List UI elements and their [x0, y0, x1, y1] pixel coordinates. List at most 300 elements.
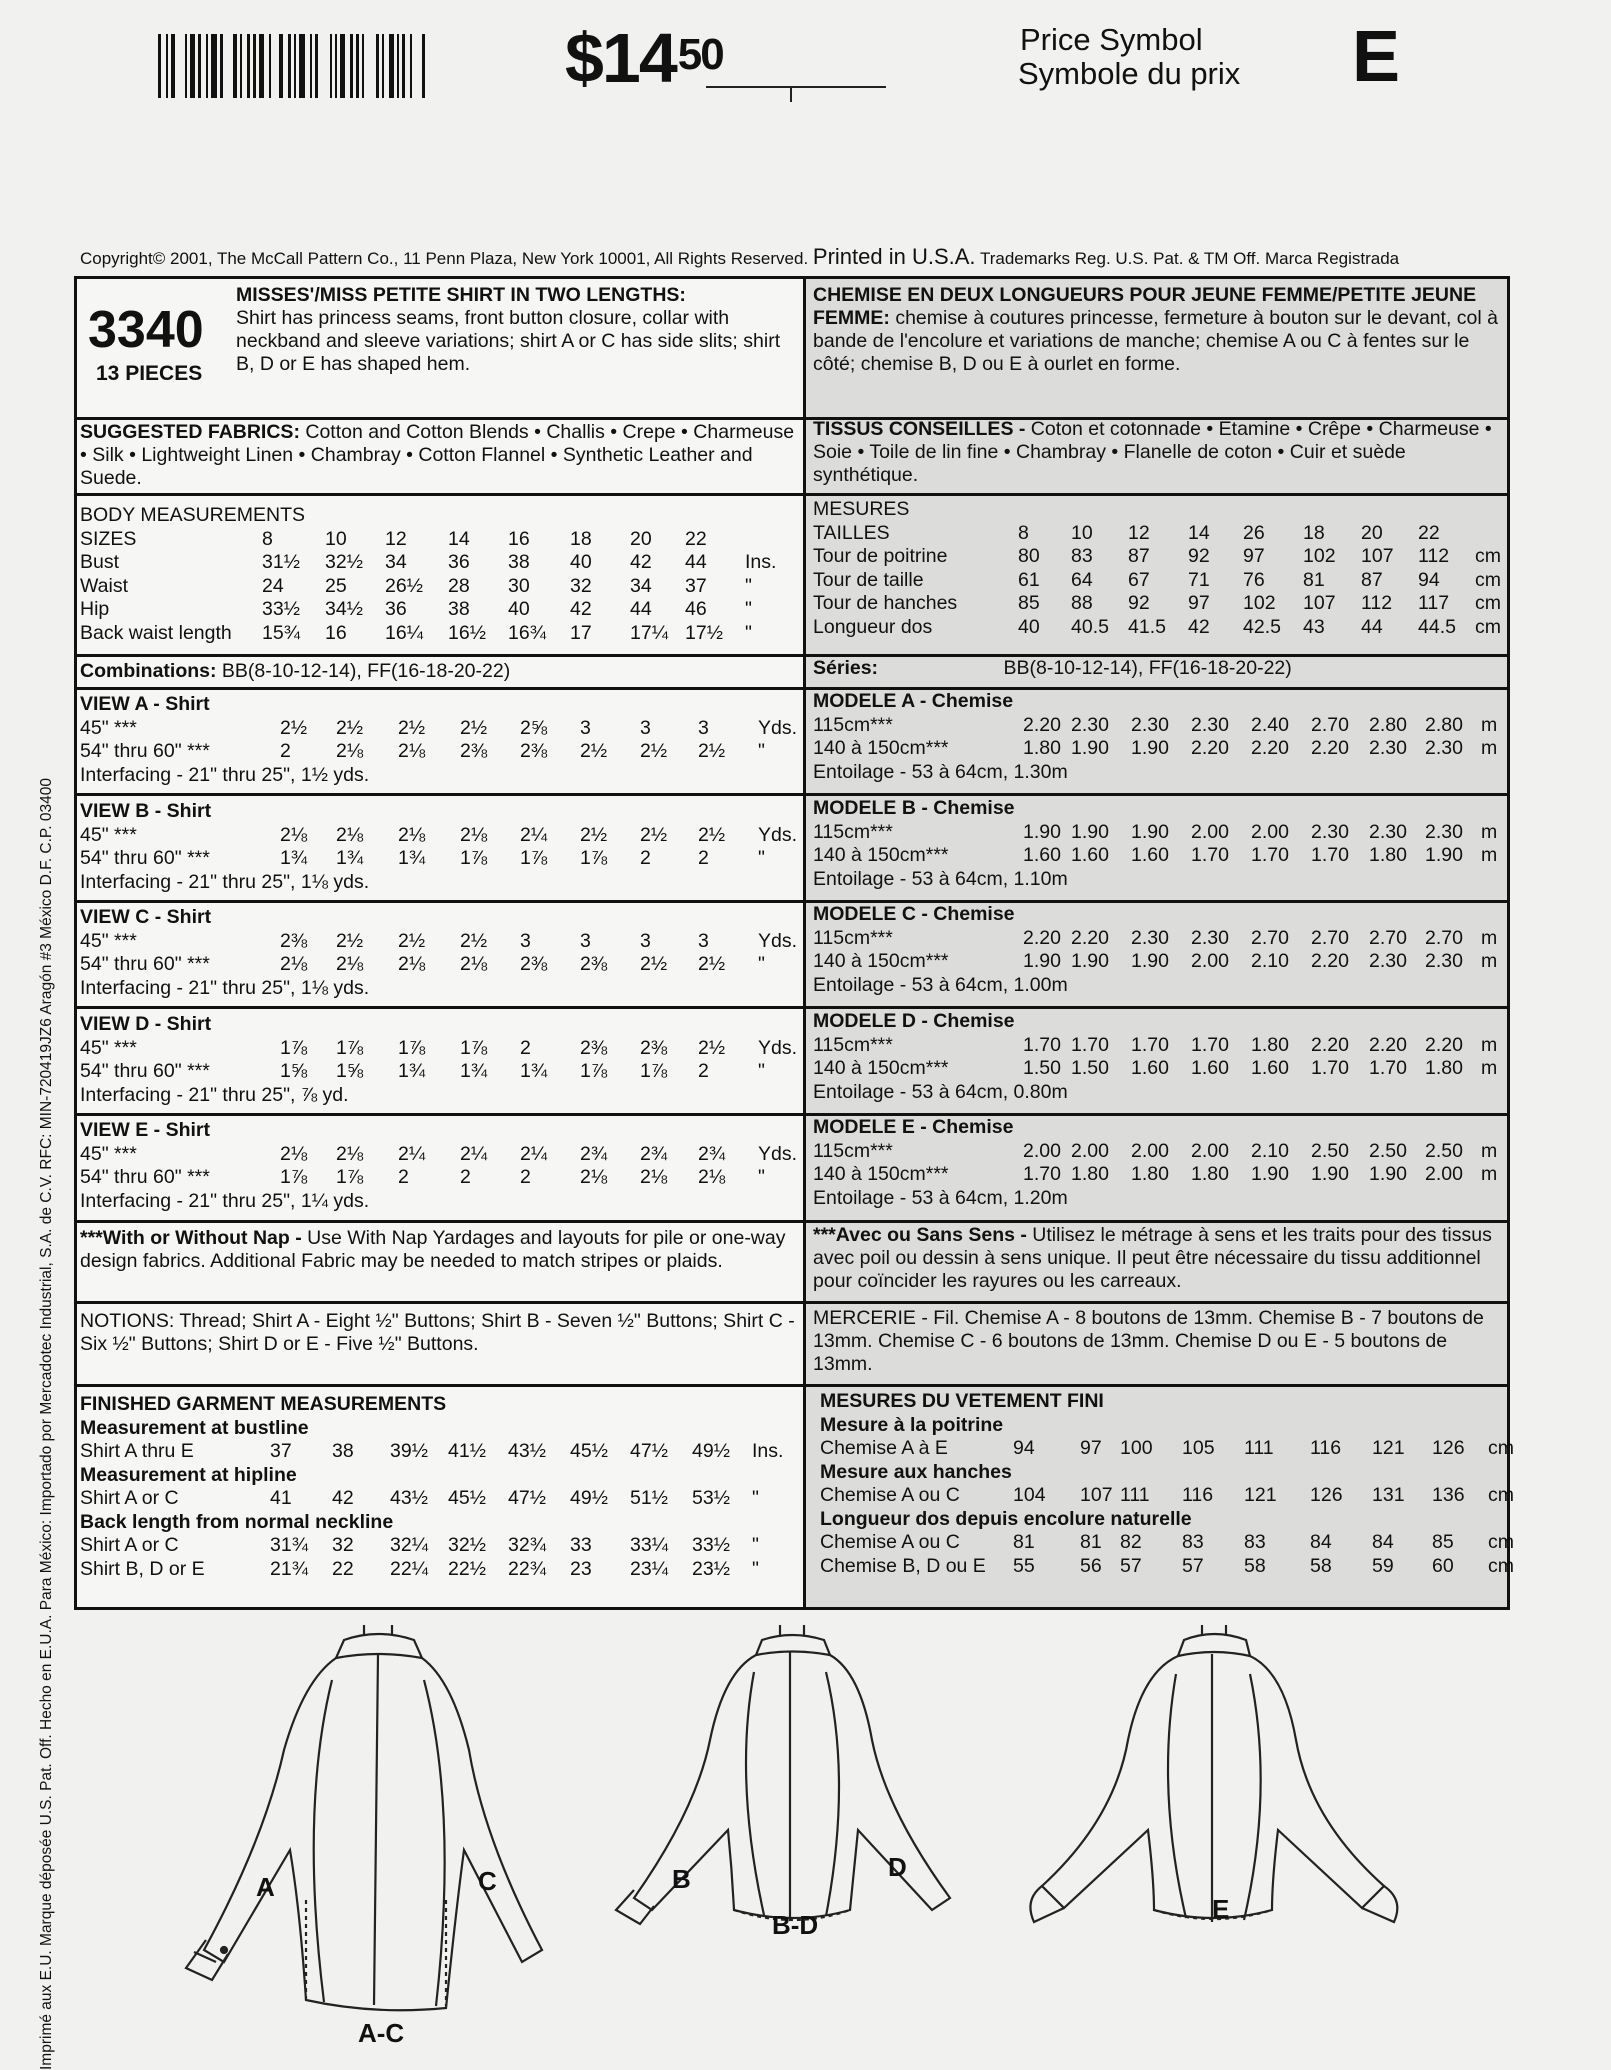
- table-row: [820, 1554, 1514, 1579]
- cell-value: 117: [1418, 592, 1450, 614]
- column-divider: [803, 276, 806, 1610]
- fabrics-en: [80, 421, 798, 490]
- cell-value: 81: [1080, 1531, 1102, 1553]
- cell-value: 2.30: [1191, 713, 1229, 736]
- cell-value: 2: [460, 1166, 471, 1188]
- table-row: [80, 551, 777, 575]
- cell-value: 1⅞: [336, 1036, 364, 1059]
- cell-value: 94: [1013, 1437, 1035, 1459]
- cell-value: 121: [1244, 1484, 1277, 1506]
- cell-value: 83: [1182, 1531, 1204, 1553]
- cell-value: 32½: [325, 551, 363, 573]
- cell-value: 32¼: [390, 1534, 428, 1556]
- cell-value: 2⅛: [698, 1166, 726, 1188]
- cell-value: 2.30: [1425, 820, 1463, 843]
- cell-value: 80: [1018, 545, 1040, 567]
- cell-value: 1.80: [1071, 1163, 1109, 1185]
- body-measurements-fr: [813, 498, 1501, 639]
- unit: ": [752, 1534, 759, 1556]
- cell-value: 16½: [448, 621, 486, 644]
- cell-value: 16: [325, 621, 347, 644]
- description-en: [236, 284, 796, 376]
- table-row: [813, 926, 1498, 951]
- cell-value: 1.90: [1071, 820, 1109, 843]
- barcode-bar: [397, 34, 399, 98]
- cell-value: 1¾: [280, 847, 308, 869]
- cell-value: 2.70: [1311, 926, 1349, 949]
- unit: cm: [1488, 1531, 1514, 1553]
- unit: m: [1481, 1057, 1498, 1079]
- cell-value: 1⅞: [520, 847, 548, 869]
- barcode-bar: [185, 34, 187, 98]
- row-label: Chemise A ou C: [820, 1484, 960, 1506]
- barcode-bar: [288, 34, 291, 98]
- row-label: Bust: [80, 551, 120, 573]
- label-c: C: [478, 1866, 497, 1896]
- divider: [74, 1113, 1510, 1116]
- interfacing: Interfacing - 21" thru 25", 1¼ yds.: [80, 1189, 370, 1212]
- cell-value: 24: [262, 574, 284, 597]
- nap-text-fr: Utilisez le métrage à sens et les traits pour des tissus avec poil ou dessin à sens unique. Il peut être nécessaire du tissu additionnel pour coïncider les rayures ou les carreaux.: [813, 1224, 1492, 1292]
- cell-value: 76: [1243, 568, 1265, 591]
- table-heading: Mesure aux hanches: [820, 1460, 1012, 1483]
- cell-value: 2.20: [1191, 737, 1229, 759]
- table-row: [813, 568, 1501, 593]
- table-row: [80, 1060, 765, 1084]
- cell-value: 2⅛: [280, 1142, 308, 1165]
- barcode-bar: [330, 34, 332, 98]
- shirt-ac-drawing: [186, 1625, 542, 2010]
- cell-value: 38: [508, 551, 530, 573]
- cell-value: 2⅜: [520, 740, 548, 762]
- barcode-bar: [356, 34, 359, 98]
- title-fr: CHEMISE EN DEUX LONGUEURS POUR JEUNE FEMME/PETITE JEUNE FEMME:: [813, 284, 1477, 329]
- cell-value: 40.5: [1071, 615, 1109, 638]
- cell-value: 112: [1418, 545, 1450, 567]
- barcode-bar: [166, 34, 168, 98]
- row-label: Chemise A ou C: [820, 1531, 960, 1553]
- cell-value: 2⅛: [640, 1166, 668, 1188]
- cell-value: 2¼: [520, 1142, 548, 1165]
- cell-value: 2.40: [1251, 713, 1289, 736]
- cell-value: 1.60: [1023, 844, 1061, 866]
- cell-value: 22: [685, 527, 707, 550]
- row-label: Back waist length: [80, 621, 232, 644]
- cell-value: 1.70: [1071, 1033, 1109, 1056]
- unit: ": [745, 621, 752, 644]
- cell-value: 2.00: [1191, 950, 1229, 972]
- cell-value: 18: [1303, 521, 1325, 544]
- cell-value: 41.5: [1128, 615, 1166, 638]
- row-label: 140 à 150cm***: [813, 737, 949, 759]
- cell-value: 32½: [448, 1534, 486, 1556]
- cell-value: 1.80: [1425, 1057, 1463, 1079]
- cell-value: 2.80: [1369, 713, 1407, 736]
- cell-value: 57: [1120, 1554, 1142, 1577]
- desc-en: Shirt has princess seams, front button closure, collar with neckband and sleeve variations; shirt A or C has side slits; shirt B, D or E has shaped hem.: [236, 307, 781, 375]
- table-row: [813, 615, 1501, 640]
- cell-value: 1.70: [1251, 844, 1289, 866]
- cell-value: 33¼: [630, 1534, 668, 1556]
- cell-value: 1.70: [1311, 1057, 1349, 1079]
- table-heading: Measurement at bustline: [80, 1416, 309, 1439]
- interfacing: Entoilage - 53 à 64cm, 0.80m: [813, 1080, 1068, 1103]
- cell-value: 22½: [448, 1557, 486, 1580]
- pattern-pieces: 13 PIECES: [96, 362, 203, 385]
- unit: Yds.: [758, 716, 798, 739]
- cell-value: 1.80: [1191, 1163, 1229, 1185]
- cell-value: 131: [1372, 1484, 1405, 1506]
- cell-value: 16: [508, 527, 530, 550]
- divider: [74, 793, 1510, 796]
- unit: cm: [1475, 615, 1501, 638]
- cell-value: 17: [570, 621, 592, 644]
- cell-value: 17½: [685, 621, 723, 644]
- unit: m: [1481, 820, 1498, 843]
- cell-value: 1.90: [1131, 820, 1169, 843]
- price-symbol-letter: E: [1352, 17, 1401, 97]
- barcode-bar: [369, 34, 373, 98]
- cell-value: 2⅛: [336, 740, 364, 762]
- view-block: [813, 1116, 1498, 1210]
- cell-value: 3: [580, 929, 591, 952]
- table-row: [813, 820, 1498, 845]
- cell-value: 16¾: [508, 621, 546, 644]
- cell-value: 2.00: [1191, 1139, 1229, 1162]
- cell-value: 46: [685, 598, 707, 620]
- row-label: Chemise A à E: [820, 1437, 948, 1459]
- cell-value: 32: [332, 1534, 354, 1556]
- cell-value: 47½: [630, 1440, 668, 1462]
- cell-value: 38: [332, 1440, 354, 1462]
- cell-value: 2⅛: [336, 823, 364, 846]
- cell-value: 2⅛: [580, 1166, 608, 1188]
- barcode-bar: [321, 34, 325, 98]
- notions-fr: MERCERIE - Fil. Chemise A - 8 boutons de 13mm. Chemise B - 7 boutons de 13mm. Chemise C - 6 boutons de 13mm. Chemise D ou E - 5 boutons de 13mm.: [813, 1307, 1484, 1375]
- barcode-bar: [340, 34, 345, 98]
- interfacing: Interfacing - 21" thru 25", 1⅛ yds.: [80, 976, 370, 999]
- unit: cm: [1475, 592, 1501, 614]
- row-label: 140 à 150cm***: [813, 1057, 949, 1079]
- cell-value: 39½: [390, 1440, 428, 1462]
- cell-value: 1.90: [1023, 820, 1061, 843]
- cell-value: 38: [448, 598, 470, 620]
- view-block: [80, 906, 798, 1000]
- cell-value: 2¼: [520, 823, 548, 846]
- cell-value: 2½: [460, 929, 488, 952]
- cell-value: 2: [398, 1166, 409, 1188]
- row-label: 140 à 150cm***: [813, 950, 949, 972]
- cell-value: 2.50: [1369, 1139, 1407, 1162]
- cell-value: 1⅞: [398, 1036, 426, 1059]
- row-label: Tour de poitrine: [813, 545, 948, 567]
- barcode-bar: [274, 34, 276, 98]
- cell-value: 36: [385, 598, 407, 620]
- divider: [74, 687, 1510, 690]
- table-row: [80, 1036, 798, 1061]
- cell-value: 58: [1244, 1554, 1266, 1577]
- cell-value: 2.70: [1311, 713, 1349, 736]
- printed-in: Printed in U.S.A.: [812, 244, 976, 269]
- interfacing: Interfacing - 21" thru 25", 1½ yds.: [80, 763, 370, 786]
- cell-value: 84: [1372, 1531, 1394, 1553]
- barcode-bar: [294, 34, 296, 98]
- cell-value: 3: [640, 929, 651, 952]
- cell-value: 10: [325, 527, 347, 550]
- cell-value: 1.60: [1251, 1057, 1289, 1079]
- cell-value: 53½: [692, 1487, 730, 1509]
- cell-value: 2⅛: [336, 953, 364, 975]
- cell-value: 30: [508, 574, 530, 597]
- row-label: 54" thru 60" ***: [80, 1166, 210, 1188]
- cell-value: 1⅞: [580, 847, 608, 869]
- cell-value: 8: [1018, 521, 1029, 544]
- table-heading: MODELE C - Chemise: [813, 903, 1015, 925]
- cell-value: 2½: [398, 716, 426, 739]
- cell-value: 85: [1432, 1531, 1454, 1553]
- cell-value: 55: [1013, 1554, 1035, 1577]
- row-label: 54" thru 60" ***: [80, 953, 210, 975]
- cell-value: 2½: [280, 716, 308, 739]
- price-symbol-label-en: Price Symbol: [1020, 22, 1203, 57]
- unit: cm: [1488, 1554, 1514, 1577]
- cell-value: 2.20: [1311, 950, 1349, 972]
- cell-value: 1¾: [520, 1060, 548, 1082]
- cell-value: 31½: [262, 551, 300, 573]
- cell-value: 2⅛: [460, 953, 488, 975]
- row-label: Shirt A thru E: [80, 1440, 194, 1462]
- cell-value: 2½: [398, 929, 426, 952]
- unit: ": [745, 574, 752, 597]
- label-bd: B-D: [772, 1910, 819, 1940]
- cell-value: 2.10: [1251, 1139, 1289, 1162]
- barcode-bar: [198, 34, 201, 98]
- cell-value: 42: [570, 598, 592, 620]
- unit: Ins.: [752, 1440, 784, 1462]
- cell-value: 2.20: [1369, 1033, 1407, 1056]
- price: [565, 18, 723, 98]
- cell-value: 26: [1243, 521, 1265, 544]
- unit: m: [1481, 926, 1498, 949]
- cell-value: 3: [698, 716, 709, 739]
- cell-value: 1.80: [1131, 1163, 1169, 1185]
- cell-value: 14: [448, 527, 470, 550]
- cell-value: 34: [630, 574, 652, 597]
- cell-value: 40: [570, 551, 592, 573]
- cell-value: 20: [1361, 521, 1383, 544]
- table-row: [813, 592, 1501, 616]
- interfacing: Interfacing - 21" thru 25", 1⅛ yds.: [80, 870, 370, 893]
- cell-value: 28: [448, 574, 470, 597]
- cell-value: 2¾: [698, 1142, 726, 1165]
- cell-value: 116: [1310, 1437, 1342, 1459]
- combinations-label-en: Combinations:: [80, 660, 217, 682]
- cell-value: 2.30: [1191, 926, 1229, 949]
- unit: m: [1481, 1139, 1498, 1162]
- title-en: MISSES'/MISS PETITE SHIRT IN TWO LENGTHS:: [236, 284, 686, 306]
- cell-value: 1.90: [1369, 1163, 1407, 1185]
- cell-value: 2.50: [1311, 1139, 1349, 1162]
- fabrics-label-en: SUGGESTED FABRICS:: [80, 421, 300, 443]
- cell-value: 2.70: [1369, 926, 1407, 949]
- divider: [74, 1301, 1510, 1304]
- barcode-bar: [220, 34, 223, 98]
- cell-value: 1.80: [1369, 844, 1407, 866]
- cell-value: 2½: [698, 953, 726, 975]
- cell-value: 59: [1372, 1554, 1394, 1577]
- nap-label-fr: ***Avec ou Sans Sens -: [813, 1224, 1027, 1246]
- cell-value: 44.5: [1418, 615, 1456, 638]
- unit: ": [752, 1487, 759, 1509]
- cell-value: 44: [630, 598, 652, 620]
- cell-value: 1.90: [1023, 950, 1061, 972]
- copyright-line: [80, 244, 1399, 270]
- cell-value: 112: [1361, 592, 1393, 614]
- unit: cm: [1475, 545, 1501, 567]
- row-label: 115cm***: [813, 820, 893, 843]
- combinations-text-en: BB(8-10-12-14), FF(16-18-20-22): [221, 660, 511, 682]
- cell-value: 42: [1188, 615, 1210, 638]
- cell-value: 2⅜: [460, 740, 488, 762]
- cell-value: 2.10: [1251, 950, 1289, 972]
- row-label: SIZES: [80, 527, 137, 550]
- cell-value: 2: [520, 1036, 531, 1059]
- barcode-bar: [206, 34, 208, 98]
- table-row: [813, 1163, 1498, 1187]
- unit: Yds.: [758, 1142, 798, 1165]
- cell-value: 92: [1128, 592, 1150, 614]
- cell-value: 2.00: [1425, 1163, 1463, 1185]
- cell-value: 2.00: [1071, 1139, 1109, 1162]
- cell-value: 2½: [640, 740, 668, 762]
- view-block: [813, 903, 1498, 997]
- notions-en: NOTIONS: Thread; Shirt A - Eight ½" Buttons; Shirt B - Seven ½" Buttons; Shirt C - Six ½" Buttons; Shirt D or E - Five ½" Buttons.: [80, 1310, 795, 1355]
- divider: [74, 1384, 1510, 1387]
- cell-value: 49½: [692, 1440, 730, 1462]
- table-row: [80, 929, 798, 954]
- fabrics-text-fr: Coton et cotonnade • Etamine • Crêpe • Charmeuse • Soie • Toile de lin fine • Chambray • Flanelle de coton • Cuir et suède synthétique.: [813, 418, 1492, 486]
- barcode-bar: [402, 34, 405, 98]
- cell-value: 20: [630, 527, 652, 550]
- cell-value: 2: [698, 847, 709, 869]
- copyright-text: Copyright© 2001, The McCall Pattern Co., 11 Penn Plaza, New York 10001, All Rights Reserved.: [80, 249, 809, 268]
- cell-value: 83: [1071, 545, 1093, 567]
- cell-value: 2.20: [1251, 737, 1289, 759]
- barcode-bar: [211, 34, 217, 98]
- finished-measurements-fr: [820, 1390, 1514, 1578]
- cell-value: 2¼: [460, 1142, 488, 1165]
- cell-value: 3: [580, 716, 591, 739]
- cell-value: 2.30: [1369, 950, 1407, 972]
- row-label: 45" ***: [80, 929, 137, 952]
- view-block: [813, 690, 1498, 784]
- row-label: 115cm***: [813, 1139, 893, 1162]
- cell-value: 2⅜: [580, 953, 608, 975]
- cell-value: 17¼: [630, 621, 668, 644]
- cell-value: 1.60: [1191, 1057, 1229, 1079]
- barcode-bar: [279, 34, 283, 98]
- unit: ": [758, 847, 765, 869]
- row-label: 140 à 150cm***: [813, 1163, 949, 1185]
- row-label: 54" thru 60" ***: [80, 1060, 210, 1082]
- cell-value: 1.70: [1369, 1057, 1407, 1079]
- cell-value: 44: [1361, 615, 1383, 638]
- cell-value: 2½: [460, 716, 488, 739]
- unit: ": [758, 953, 765, 975]
- cell-value: 44: [685, 551, 707, 573]
- barcode-bar: [178, 34, 180, 98]
- cell-value: 2½: [640, 823, 668, 846]
- cell-value: 42: [332, 1487, 354, 1509]
- row-label: Tour de hanches: [813, 592, 958, 614]
- cell-value: 87: [1128, 545, 1150, 567]
- table-row: [813, 713, 1498, 738]
- cell-value: 2.20: [1425, 1033, 1463, 1056]
- cell-value: 81: [1013, 1531, 1035, 1553]
- cell-value: 2⅜: [640, 1036, 668, 1059]
- cell-value: 2⅜: [280, 929, 308, 952]
- cell-value: 1.90: [1131, 737, 1169, 759]
- table-row: [813, 1033, 1498, 1058]
- cell-value: 23: [570, 1557, 592, 1580]
- cell-value: 2¾: [640, 1142, 668, 1165]
- row-label: Hip: [80, 598, 110, 620]
- cell-value: 126: [1310, 1484, 1343, 1506]
- cell-value: 34½: [325, 598, 363, 620]
- label-ac: A-C: [358, 2018, 405, 2048]
- cell-value: 23¼: [630, 1557, 668, 1580]
- cell-value: 2⅛: [398, 740, 426, 762]
- row-label: 115cm***: [813, 1033, 893, 1056]
- barcode-bar: [410, 34, 412, 98]
- cell-value: 2½: [698, 823, 726, 846]
- cell-value: 2⅛: [280, 953, 308, 975]
- unit: Yds.: [758, 929, 798, 952]
- cell-value: 41½: [448, 1440, 486, 1462]
- row-label: 45" ***: [80, 716, 137, 739]
- cell-value: 1.50: [1071, 1057, 1109, 1079]
- barcode-bar: [228, 34, 230, 98]
- cell-value: 1⅞: [280, 1036, 308, 1059]
- table-row: [80, 527, 707, 552]
- cell-value: 2⅝: [520, 716, 548, 739]
- cell-value: 1.70: [1131, 1033, 1169, 1056]
- cell-value: 1⅞: [580, 1060, 608, 1082]
- unit: ": [752, 1557, 759, 1580]
- cell-value: 2: [520, 1166, 531, 1188]
- cell-value: 2.30: [1425, 950, 1463, 972]
- cell-value: 2.70: [1251, 926, 1289, 949]
- cell-value: 1¾: [336, 847, 364, 869]
- cell-value: 2½: [580, 740, 608, 762]
- cell-value: 85: [1018, 592, 1040, 614]
- cell-value: 97: [1188, 592, 1210, 614]
- cell-value: 37: [270, 1440, 292, 1462]
- view-block: [813, 797, 1498, 891]
- barcode-bar: [240, 34, 242, 98]
- cell-value: 45½: [448, 1487, 486, 1509]
- barcode-bar: [190, 34, 195, 98]
- cell-value: 2.00: [1251, 820, 1289, 843]
- cell-value: 43: [1303, 615, 1325, 638]
- cell-value: 45½: [570, 1440, 608, 1462]
- cell-value: 94: [1418, 568, 1440, 591]
- cell-value: 1.90: [1071, 737, 1109, 759]
- barcode-bar: [158, 34, 161, 98]
- cell-value: 105: [1182, 1437, 1215, 1459]
- cell-value: 1.60: [1071, 844, 1109, 866]
- cell-value: 15¾: [262, 621, 300, 644]
